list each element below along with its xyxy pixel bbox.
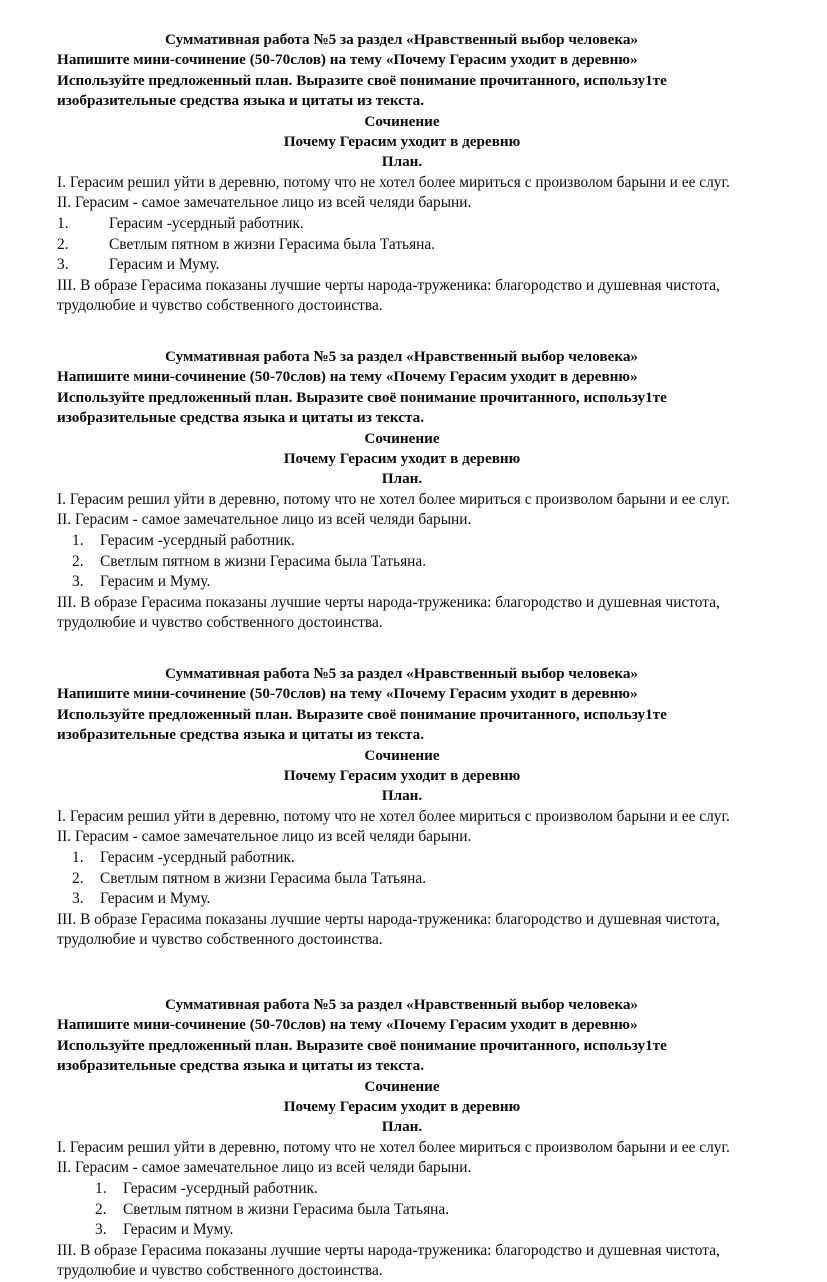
heading-line-4: изобразительные средства языка и цитаты из текста. — [57, 1057, 425, 1075]
plan-sub-item — [57, 214, 747, 235]
plan-point-3-line-2: трудолюбие и чувство собственного достоинства. — [57, 614, 383, 632]
title-essay: Сочинение — [364, 429, 440, 447]
plan-sub-item-text: Светлым пятном в жизни Герасима была Татьяна. — [109, 235, 436, 253]
title-plan: План. — [381, 153, 423, 171]
plan-body — [57, 173, 747, 317]
plan-sub-item — [57, 552, 747, 573]
worksheet-block-4 — [57, 995, 747, 1282]
assignment-heading — [57, 664, 747, 746]
plan-point-2: II. Герасим - самое замечательное лицо из всей челяди барыни. — [57, 194, 472, 212]
plan-sub-item — [57, 1200, 747, 1221]
assignment-heading — [57, 347, 747, 429]
plan-body — [57, 1138, 747, 1282]
plan-sub-item-text: Светлым пятном в жизни Герасима была Татьяна. — [100, 552, 427, 570]
plan-sub-item-number: 3. — [95, 1221, 107, 1239]
title-topic: Почему Герасим уходит в деревню — [283, 1098, 521, 1116]
plan-point-3-line-2: трудолюбие и чувство собственного достоинства. — [57, 297, 383, 315]
title-essay: Сочинение — [364, 1077, 440, 1095]
plan-sub-item-text: Герасим -усердный работник. — [109, 215, 304, 233]
plan-sub-item-text: Герасим и Муму. — [100, 573, 211, 591]
plan-sub-list — [57, 848, 747, 910]
plan-sub-item-text: Герасим -усердный работник. — [123, 1180, 318, 1198]
heading-line-4: изобразительные средства языка и цитаты из текста. — [57, 726, 425, 744]
plan-sub-item-text: Герасим и Муму. — [100, 890, 211, 908]
plan-sub-item-text: Герасим и Муму. — [123, 1221, 234, 1239]
plan-point-1: I. Герасим решил уйти в деревню, потому что не хотел более мириться с произволом барыни и ее слуг. — [57, 1138, 730, 1156]
worksheet-body — [57, 30, 747, 1282]
plan-sub-item-number: 2. — [95, 1200, 107, 1218]
plan-sub-item — [57, 235, 747, 256]
title-essay: Сочинение — [364, 746, 440, 764]
title-topic: Почему Герасим уходит в деревню — [283, 133, 521, 151]
plan-point-1: I. Герасим решил уйти в деревню, потому что не хотел более мириться с произволом барыни и ее слуг. — [57, 173, 730, 191]
plan-point-2: II. Герасим - самое замечательное лицо из всей челяди барыни. — [57, 511, 472, 529]
worksheet-block-2 — [57, 347, 747, 634]
plan-sub-item-text: Герасим -усердный работник. — [100, 849, 295, 867]
plan-point-2: II. Герасим - самое замечательное лицо из всей челяди барыни. — [57, 828, 472, 846]
heading-line-2: Напишите мини-сочинение (50-70слов) на тему «Почему Герасим уходит в деревню» — [57, 1016, 638, 1034]
title-plan: План. — [381, 470, 423, 488]
plan-sub-item — [57, 531, 747, 552]
plan-point-2: II. Герасим - самое замечательное лицо из всей челяди барыни. — [57, 1159, 472, 1177]
heading-line-2: Напишите мини-сочинение (50-70слов) на тему «Почему Герасим уходит в деревню» — [57, 685, 638, 703]
plan-sub-item-number: 3. — [72, 890, 84, 908]
plan-sub-item-text: Светлым пятном в жизни Герасима была Татьяна. — [123, 1200, 450, 1218]
plan-sub-item-number: 1. — [72, 849, 84, 867]
heading-line-1: Суммативная работа №5 за раздел «Нравственный выбор человека» — [165, 996, 639, 1013]
assignment-heading — [57, 995, 747, 1077]
plan-point-3-line-1: III. В образе Герасима показаны лучшие черты народа-труженика: благородство и душевная чистота, — [57, 910, 720, 928]
heading-line-3: Используйте предложенный план. Выразите своё понимание прочитанного, использу1те — [57, 71, 667, 89]
plan-body — [57, 490, 747, 634]
title-plan: План. — [381, 787, 423, 805]
plan-sub-item-number: 3. — [57, 256, 69, 274]
heading-line-4: изобразительные средства языка и цитаты из текста. — [57, 409, 425, 427]
plan-point-3-line-1: III. В образе Герасима показаны лучшие черты народа-труженика: благородство и душевная чистота, — [57, 593, 720, 611]
plan-sub-item-number: 1. — [72, 532, 84, 550]
plan-point-3-line-1: III. В образе Герасима показаны лучшие черты народа-труженика: благородство и душевная чистота, — [57, 276, 720, 294]
plan-sub-item-text: Герасим и Муму. — [109, 256, 220, 274]
heading-line-3: Используйте предложенный план. Выразите своё понимание прочитанного, использу1те — [57, 388, 667, 406]
plan-point-3-line-2: трудолюбие и чувство собственного достоинства. — [57, 1262, 383, 1280]
plan-sub-item-text: Герасим -усердный работник. — [100, 532, 295, 550]
plan-point-1: I. Герасим решил уйти в деревню, потому что не хотел более мириться с произволом барыни и ее слуг. — [57, 807, 730, 825]
heading-line-4: изобразительные средства языка и цитаты из текста. — [57, 92, 425, 110]
heading-line-1: Суммативная работа №5 за раздел «Нравственный выбор человека» — [165, 348, 639, 365]
plan-sub-list — [57, 1179, 747, 1241]
heading-line-1: Суммативная работа №5 за раздел «Нравственный выбор человека» — [165, 31, 639, 48]
plan-sub-item — [57, 572, 747, 593]
plan-sub-item-number: 3. — [72, 573, 84, 591]
plan-point-3-line-2: трудолюбие и чувство собственного достоинства. — [57, 931, 383, 949]
plan-sub-list — [57, 214, 747, 276]
plan-sub-item-number: 1. — [57, 215, 69, 233]
plan-sub-item — [57, 869, 747, 890]
worksheet-block-1 — [57, 30, 747, 317]
plan-point-1: I. Герасим решил уйти в деревню, потому что не хотел более мириться с произволом барыни и ее слуг. — [57, 490, 730, 508]
plan-sub-item-number: 2. — [57, 235, 69, 253]
title-topic: Почему Герасим уходит в деревню — [283, 767, 521, 785]
heading-line-2: Напишите мини-сочинение (50-70слов) на тему «Почему Герасим уходит в деревню» — [57, 51, 638, 69]
plan-sub-item — [57, 848, 747, 869]
plan-sub-item-number: 2. — [72, 552, 84, 570]
plan-body — [57, 807, 747, 951]
plan-sub-item — [57, 1220, 747, 1241]
plan-sub-item-number: 1. — [95, 1180, 107, 1198]
title-plan: План. — [381, 1118, 423, 1136]
heading-line-2: Напишите мини-сочинение (50-70слов) на тему «Почему Герасим уходит в деревню» — [57, 368, 638, 386]
plan-sub-item-number: 2. — [72, 869, 84, 887]
assignment-heading — [57, 30, 747, 112]
plan-sub-item-text: Светлым пятном в жизни Герасима была Татьяна. — [100, 869, 427, 887]
worksheet-block-3 — [57, 664, 747, 951]
title-essay: Сочинение — [364, 112, 440, 130]
plan-sub-item — [57, 1179, 747, 1200]
heading-line-3: Используйте предложенный план. Выразите своё понимание прочитанного, использу1те — [57, 705, 667, 723]
heading-line-3: Используйте предложенный план. Выразите своё понимание прочитанного, использу1те — [57, 1036, 667, 1054]
plan-sub-list — [57, 531, 747, 593]
plan-sub-item — [57, 255, 747, 276]
heading-line-1: Суммативная работа №5 за раздел «Нравственный выбор человека» — [165, 665, 639, 682]
plan-point-3-line-1: III. В образе Герасима показаны лучшие черты народа-труженика: благородство и душевная чистота, — [57, 1241, 720, 1259]
plan-sub-item — [57, 889, 747, 910]
title-topic: Почему Герасим уходит в деревню — [283, 450, 521, 468]
